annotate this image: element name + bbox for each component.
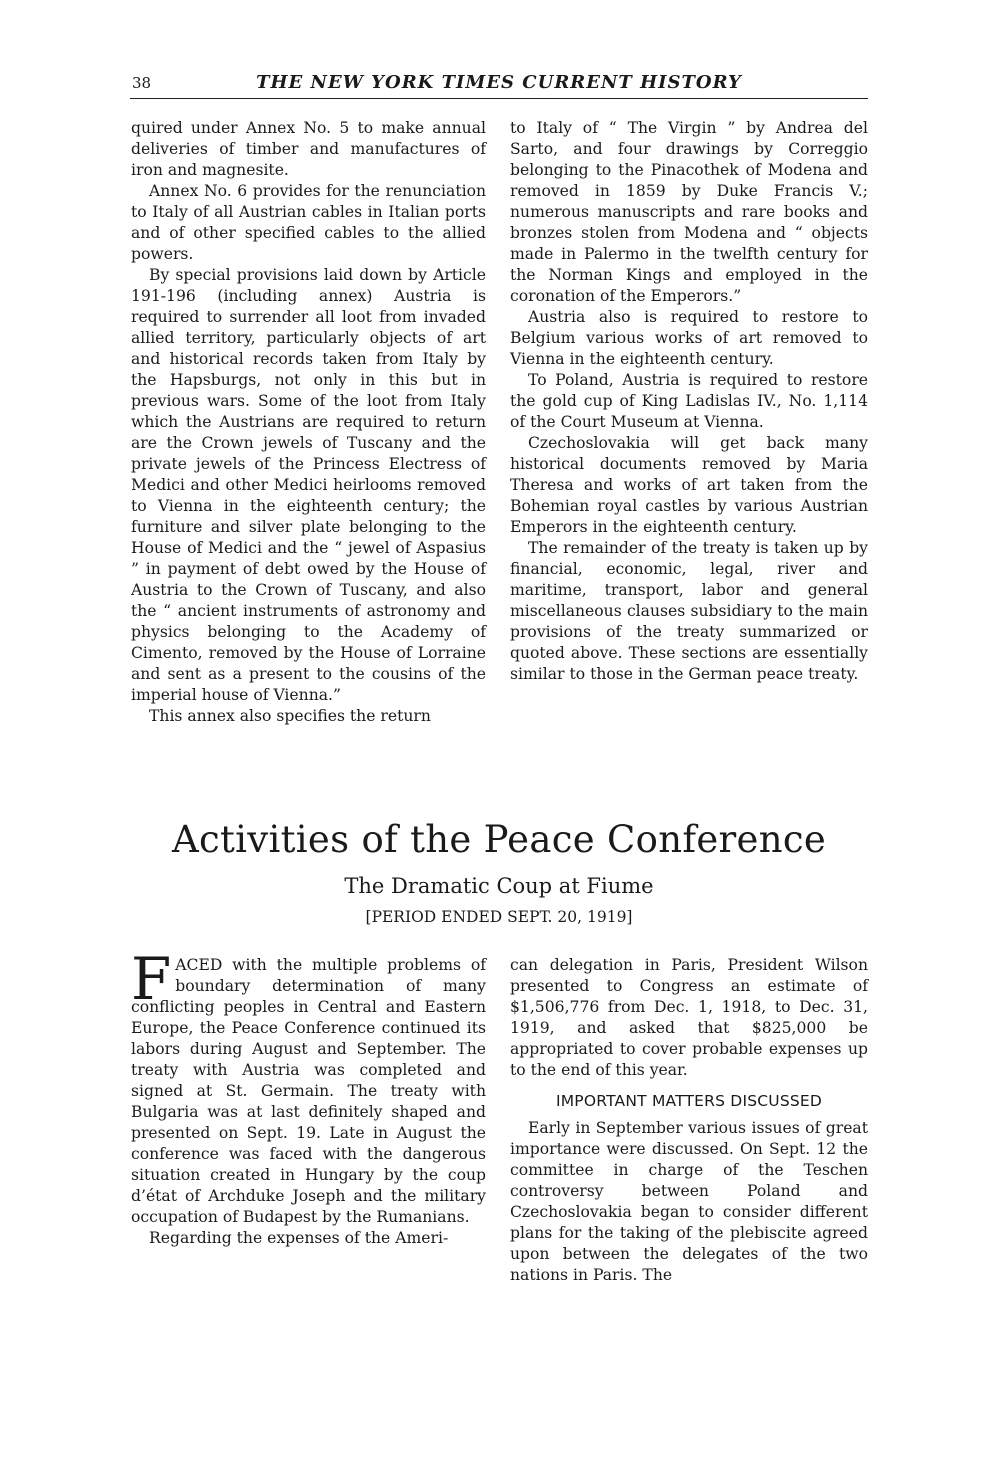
paragraph: to Italy of “ The Virgin ” by Andrea del Sarto, and four drawings by Correggio belonging to the Pinacothek of Modena and removed in 1859 by Duke Francis V.; numerous manuscripts and rare books and bronzes stolen from Modena and “ objects made in Palermo in the twelfth century for the Norman Kings and employed in the coronation of the Emperors.” [510,119,868,305]
paragraph: can delegation in Paris, President Wilson presented to Congress an estimate of $1,506,776 from Dec. 1, 1918, to Dec. 31, 1919, and asked that $825,000 be appropriated to cover probable expenses up to the end of this year. [510,956,868,1079]
paragraph: quired under Annex No. 5 to make annual deliveries of timber and manufactures of iron and magnesite. [131,119,486,179]
paragraph: The remainder of the treaty is taken up by financial, economic, legal, river and maritime, transport, labor and general miscellaneous clauses subsidiary to the main provisions of the treaty summarized or quoted above. These sections are essentially similar to those in the German peace treaty. [510,539,868,683]
article-title: Activities of the Peace Conference [171,818,827,861]
paragraph: Czechoslovakia will get back many historical documents removed by Maria Theresa and works of art taken from the Bohemian royal castles by various Austrian Emperors in the eighteenth century. [510,434,868,536]
top-left-column [131,118,486,727]
article-right-column [510,955,868,1286]
paragraph: Early in September various issues of great importance were discussed. On Sept. 12 the committee in charge of the Teschen controversy between Poland and Czechoslovakia began to consider different plans for the taking of the plebiscite agreed upon between the delegates of the two nations in Paris. The [510,1119,868,1284]
section-heading: IMPORTANT MATTERS DISCUSSED [555,1092,823,1110]
running-title: THE NEW YORK TIMES CURRENT HISTORY [256,72,742,93]
top-right-column [510,118,868,685]
running-header [130,72,868,99]
paragraph: By special provisions laid down by Article 191-196 (including annex) Austria is required to surrender all loot from invaded allied territory, particularly objects of art and historical records taken from Italy by the Hapsburgs, not only in this but in previous wars. Some of the loot from Italy which the Austrians are required to return are the Crown jewels of Tuscany and the private jewels of the Princess Electress of Medici and other Medici heirlooms removed to Vienna in the eighteenth century; the furniture and silver plate belonging to the House of Medici and the “ jewel of Aspasius ” in payment of debt owed by the House of Austria to the Crown of Tuscany, and also the “ ancient instruments of astronomy and physics belonging to the Academy of Cimento, removed by the House of Lorraine and sent as a present to the cousins of the imperial house of Vienna.” [131,266,486,704]
paragraph: Austria also is required to restore to Belgium various works of art removed to Vienna in the eighteenth century. [510,308,868,368]
article-subtitle: The Dramatic Coup at Fiume [344,874,654,898]
period-line: [PERIOD ENDED SEPT. 20, 1919] [365,908,633,926]
paragraph: This annex also specifies the return [149,707,431,725]
paragraph: To Poland, Austria is required to restore the gold cup of King Ladislas IV., No. 1,114 of the Court Museum at Vienna. [510,371,868,431]
paragraph: Regarding the expenses of the Ameri- [149,1229,449,1247]
drop-cap: F [131,945,172,1013]
article-left-column [131,945,486,1249]
lead-text: ACED with the multiple problems of boundary determination of many conflicting peoples in Central and Eastern Europe, the Peace Conference continued its labors during August and September. The treaty with Austria was completed and signed at St. Germain. The treaty with Bulgaria was at last definitely shaped and presented on Sept. 19. Late in August the conference was faced with the dangerous situation created in Hungary by the coup d’état of Archduke Joseph and the military occupation of Budapest by the Rumanians. [131,956,486,1226]
paragraph: Annex No. 6 provides for the renunciation to Italy of all Austrian cables in Italian ports and of other specified cables to the allied powers. [131,182,486,263]
lead-paragraph [131,945,486,1228]
page-number: 38 [132,74,152,92]
